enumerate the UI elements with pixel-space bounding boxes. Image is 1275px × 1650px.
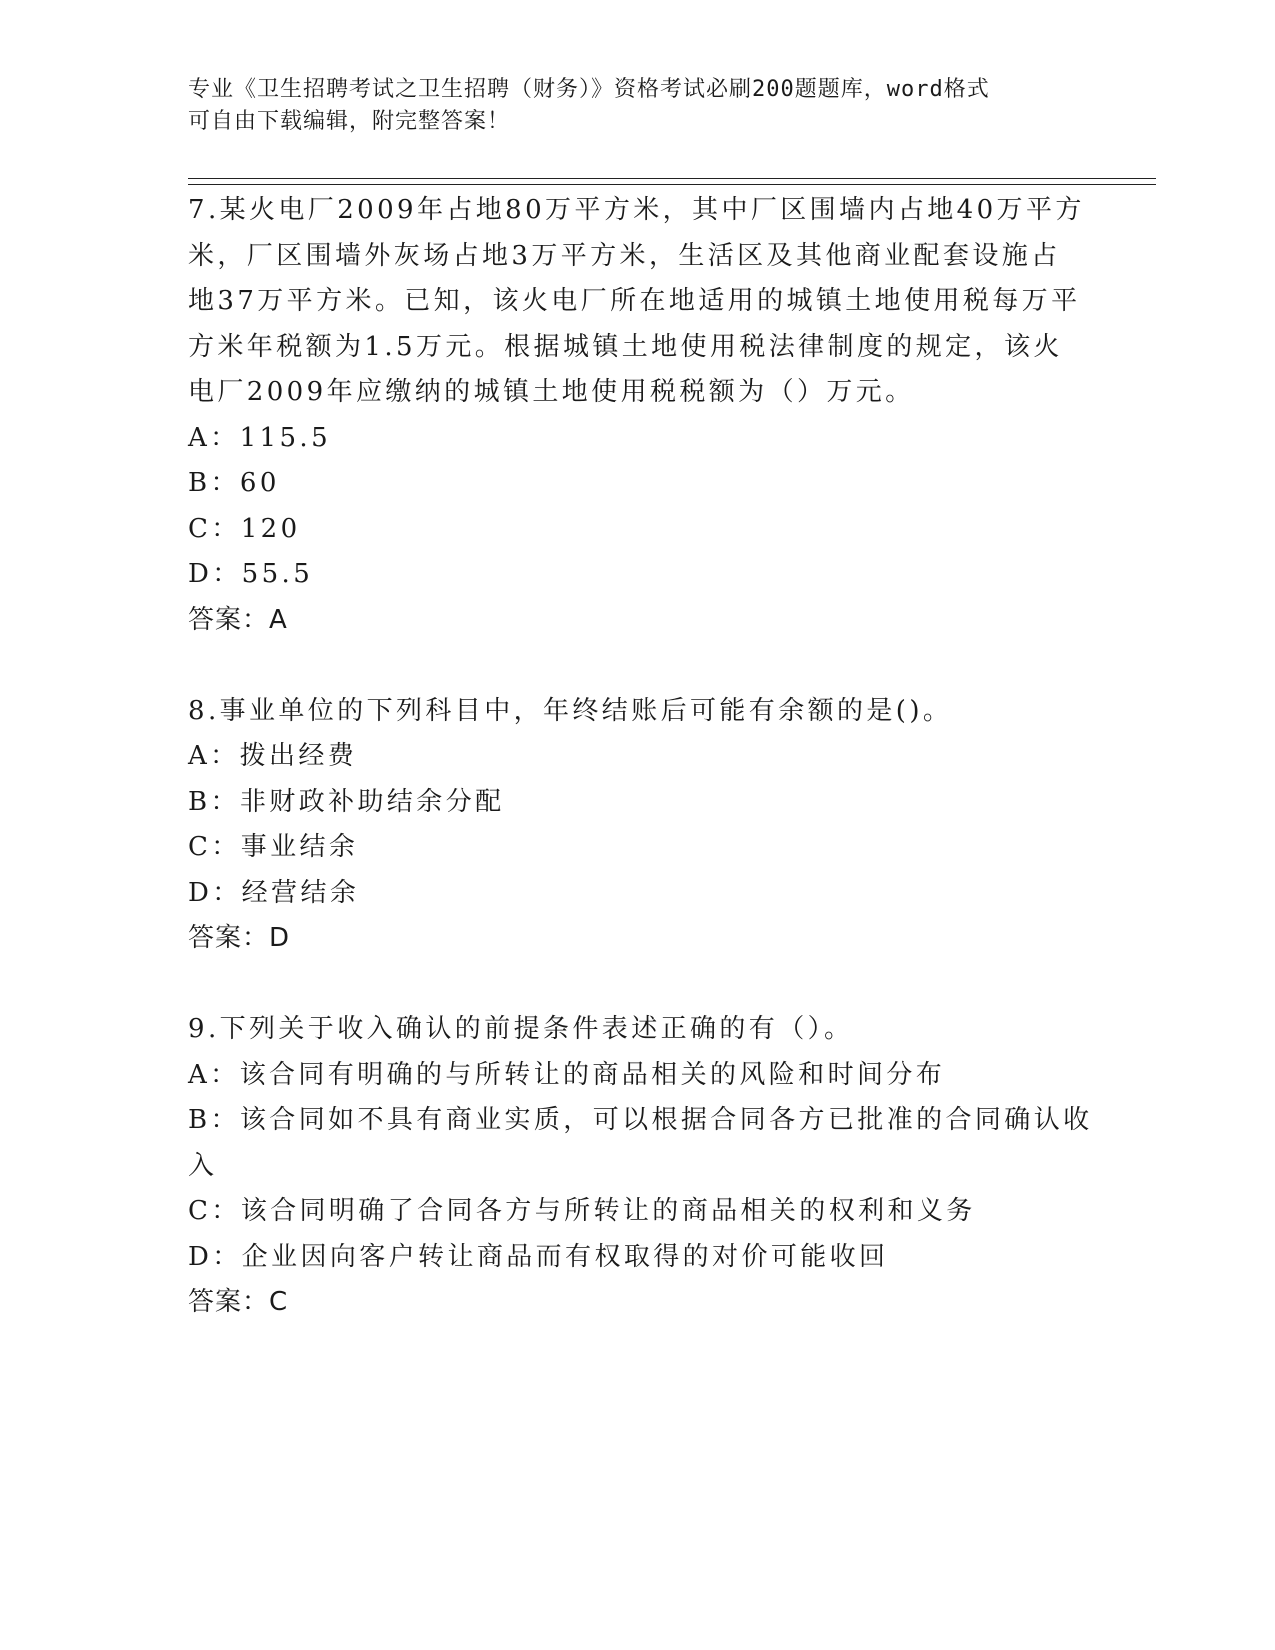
header-line-1: 专业《卫生招聘考试之卫生招聘（财务）》资格考试必刷200题题库，word格式 <box>188 77 990 102</box>
question-8 <box>188 689 1088 962</box>
answer-line: 答案：C <box>188 1287 289 1317</box>
stem-line: 方米年税额为1.5万元。根据城镇土地使用税法律制度的规定，该火 <box>188 331 1063 362</box>
option-a: A：拨出经费 <box>188 741 358 771</box>
answer-line: 答案：A <box>188 604 288 635</box>
stem-line: 8.事业单位的下列科目中，年终结账后可能有余额的是()。 <box>188 695 953 726</box>
question-stem <box>188 689 1088 735</box>
question-stem <box>188 188 1088 416</box>
question-9 <box>188 1007 1093 1326</box>
stem-line: 地37万平方米。已知，该火电厂所在地适用的城镇土地使用税每万平 <box>188 286 1081 316</box>
stem-line: 7.某火电厂2009年占地80万平方米，其中厂区围墙内占地40万平方 <box>188 195 1085 225</box>
stem-line: 电厂2009年应缴纳的城镇土地使用税税额为（）万元。 <box>188 377 915 407</box>
option-b: B：该合同如不具有商业实质，可以根据合同各方已批准的合同确认收 <box>188 1105 1093 1135</box>
stem-line: 9.下列关于收入确认的前提条件表述正确的有（）。 <box>188 1014 854 1044</box>
option-c: C：120 <box>188 513 301 544</box>
header-line-2: 可自由下载编辑，附完整答案！ <box>188 109 511 134</box>
header-divider-top <box>188 178 1156 179</box>
option-c: C：该合同明确了合同各方与所转让的商品相关的权利和义务 <box>188 1196 976 1226</box>
question-stem <box>188 1007 1088 1053</box>
question-list <box>188 188 1093 1326</box>
option-a: A：该合同有明确的与所转让的商品相关的风险和时间分布 <box>188 1059 946 1090</box>
stem-line: 米，厂区围墙外灰场占地3万平方米，生活区及其他商业配套设施占 <box>188 240 1061 271</box>
option-a: A：115.5 <box>188 422 332 453</box>
answer-line: 答案：D <box>188 923 291 953</box>
question-spacer <box>188 643 1088 689</box>
option-b-continued: 入 <box>188 1150 218 1181</box>
header-divider-bottom <box>188 184 1156 185</box>
question-7 <box>188 188 1088 643</box>
option-c: C：事业结余 <box>188 832 359 862</box>
option-d: D：经营结余 <box>188 877 360 908</box>
document-header <box>188 74 1088 138</box>
option-d: D：企业因向客户转让商品而有权取得的对价可能收回 <box>188 1241 889 1272</box>
option-b: B：60 <box>188 468 280 498</box>
question-spacer <box>188 962 1088 1008</box>
option-b: B：非财政补助结余分配 <box>188 786 505 817</box>
option-d: D：55.5 <box>188 559 314 589</box>
